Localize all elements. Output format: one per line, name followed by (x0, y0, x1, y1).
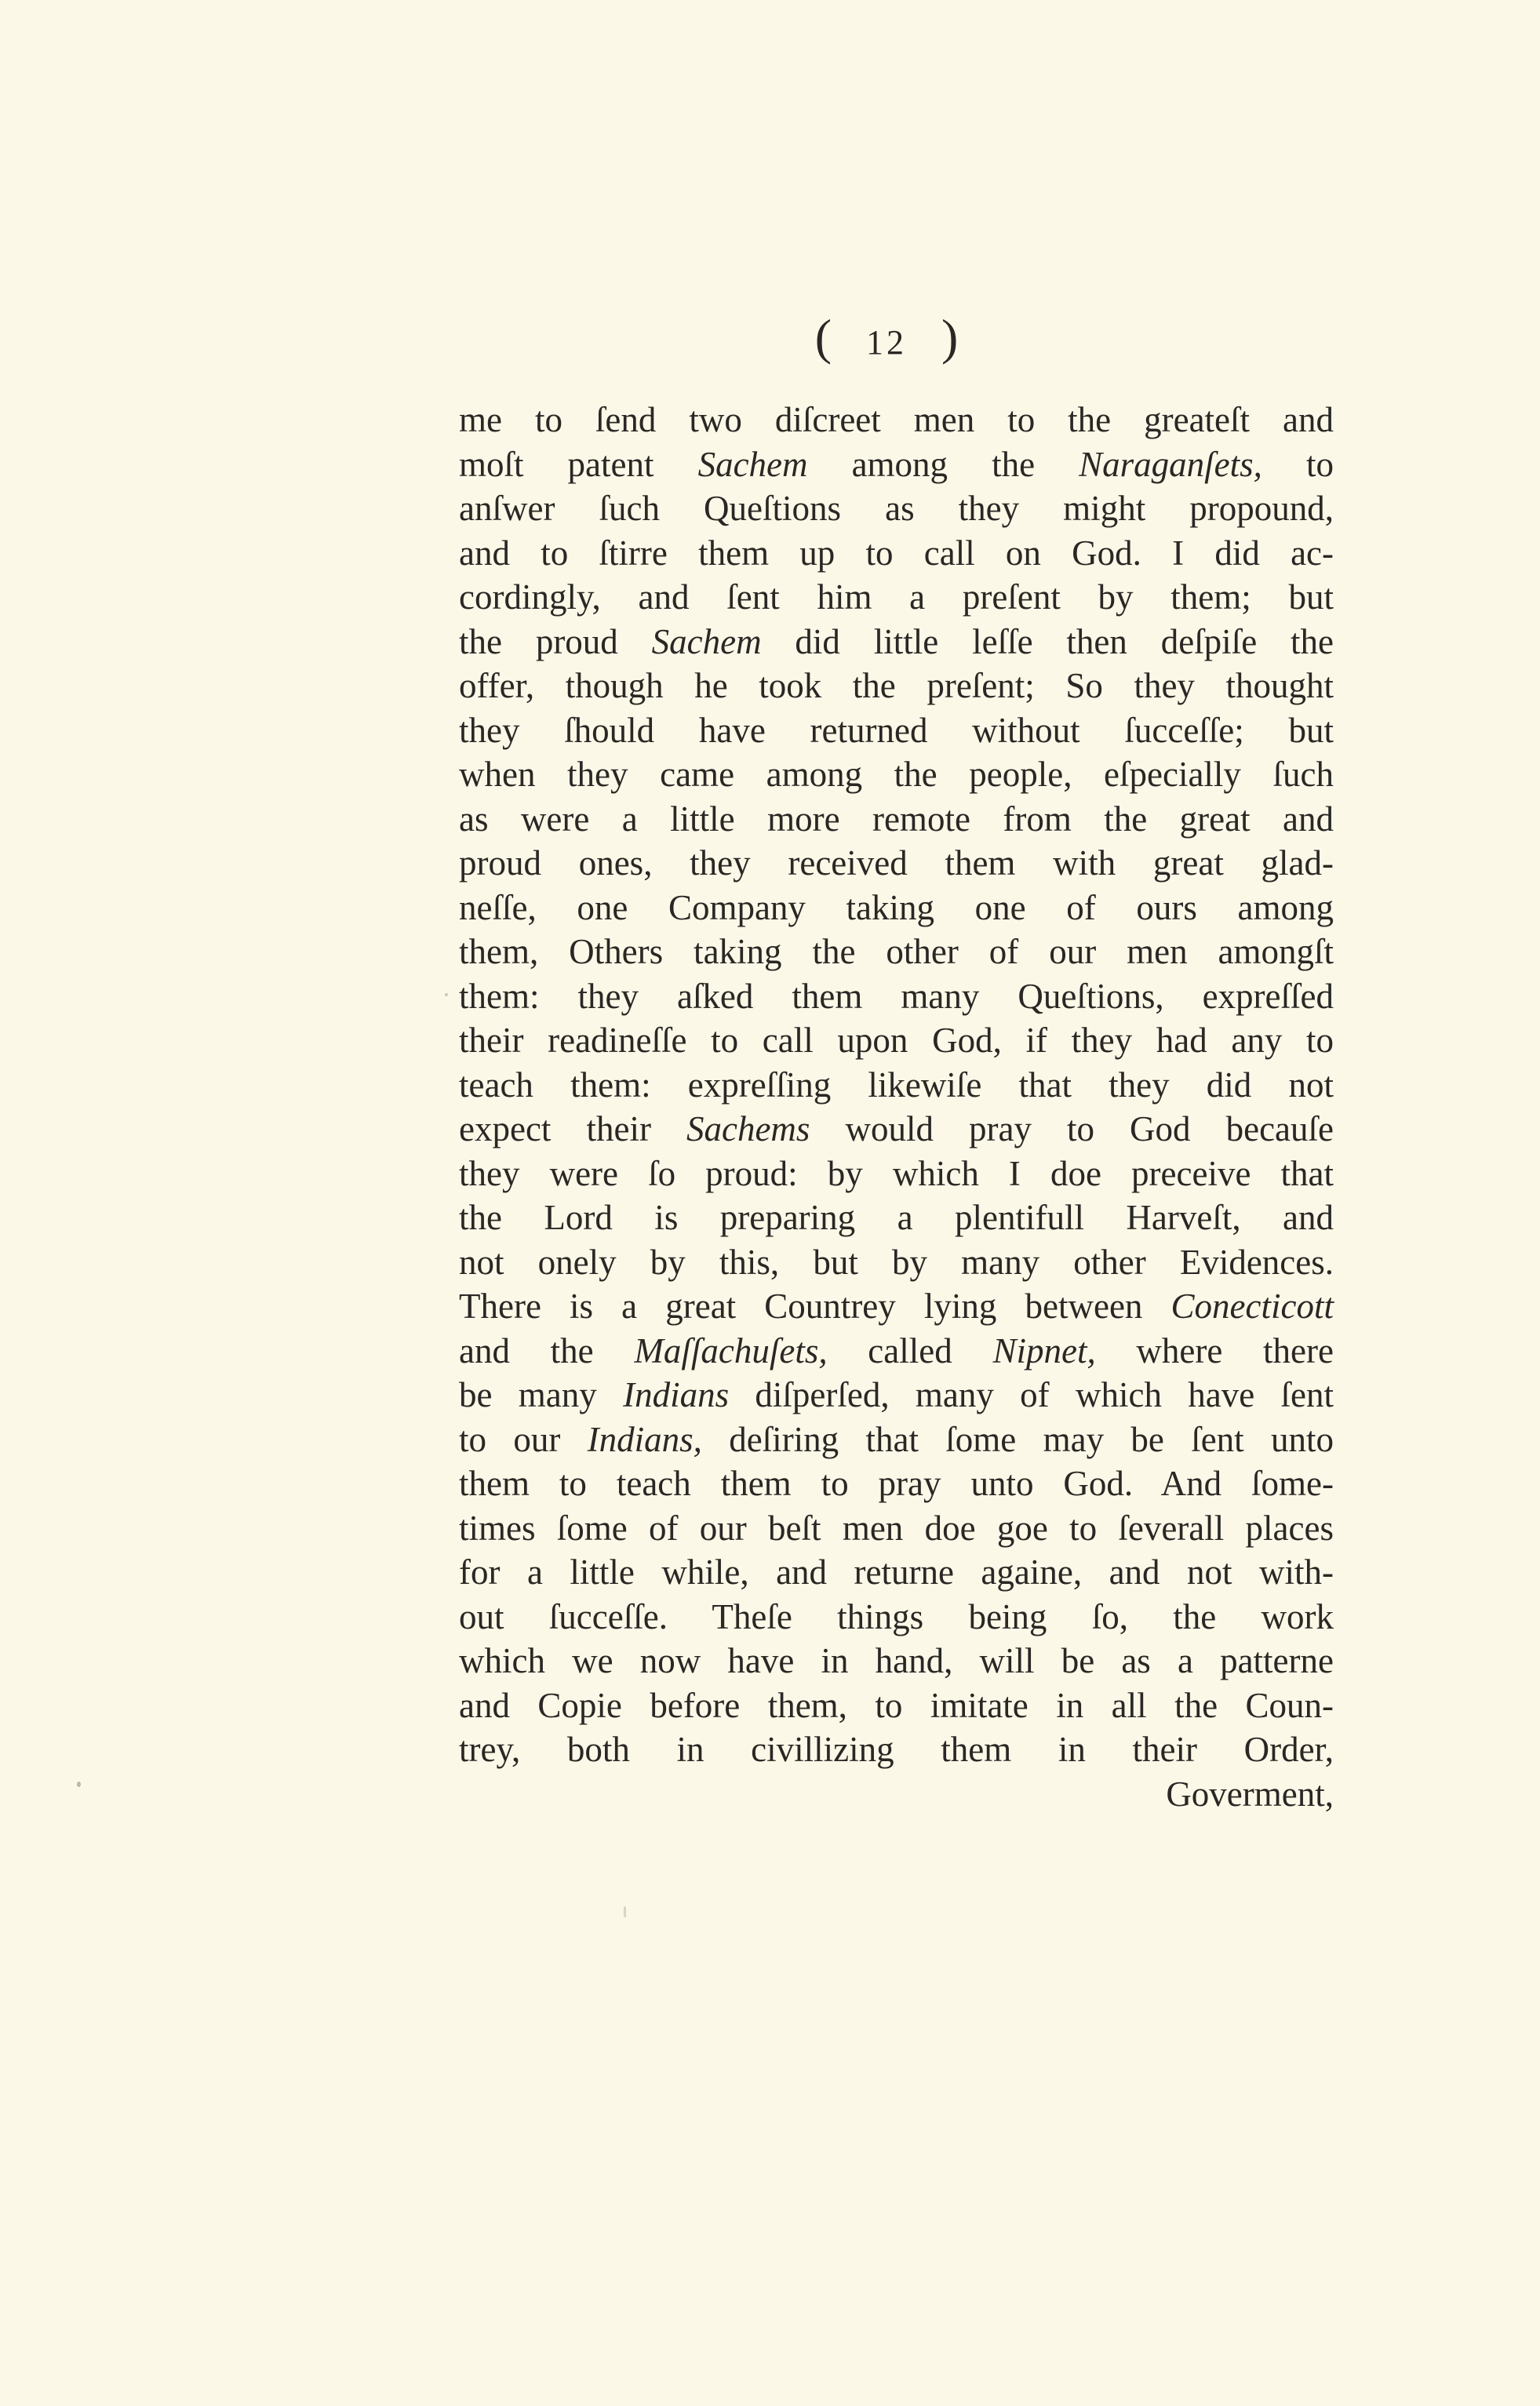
text-segment: they were ſo proud: by which I doe preceive that (459, 1153, 1334, 1193)
text-segment: There is a great Countrey lying between (459, 1287, 1171, 1326)
text-segment: did little leſſe then deſpiſe the (761, 621, 1334, 661)
text-segment: which we now have in hand, will be as a patterne (459, 1641, 1334, 1680)
text-segment: trey, both in civillizing them in their Order, (459, 1730, 1334, 1769)
text-line (459, 620, 1334, 664)
text-line (459, 1639, 1334, 1683)
italic-term: Naraganſets, (1079, 444, 1262, 484)
text-segment: as were a little more remote from the great and (459, 799, 1334, 839)
page-number: 12 (866, 323, 907, 362)
text-segment: the Lord is preparing a plentifull Harveſt, and (459, 1198, 1334, 1237)
text-line (459, 1461, 1334, 1506)
text-line (459, 1329, 1334, 1374)
text-segment: to (1261, 444, 1334, 484)
page-speck (77, 1782, 81, 1787)
text-segment: the proud (459, 621, 652, 661)
text-line (459, 1772, 1334, 1817)
text-segment: called (827, 1330, 993, 1370)
text-segment: when they came among the people, eſpecially ſuch (459, 755, 1334, 794)
italic-term: Nipnet, (992, 1330, 1096, 1370)
text-segment: be many (459, 1375, 624, 1414)
text-segment: to our (459, 1419, 588, 1459)
italic-term: Sachem (651, 621, 762, 661)
text-line (459, 442, 1334, 487)
text-line (459, 1550, 1334, 1595)
text-segment: them to teach them to pray unto God. And ſome- (459, 1464, 1334, 1503)
text-segment: moſt patent (459, 444, 698, 484)
text-segment: and to ſtirre them up to call on God. I did ac- (459, 533, 1334, 573)
text-segment: anſwer ſuch Queſtions as they might propound, (459, 489, 1334, 528)
text-segment: teach them: expreſſing likewiſe that they did not (459, 1065, 1334, 1105)
text-segment: diſperſed, many of which have ſent (729, 1375, 1334, 1414)
text-segment: they ſhould have returned without ſucceſſe; but (459, 710, 1334, 750)
text-line (459, 1506, 1334, 1551)
body-text (459, 398, 1334, 1816)
page-number-header (785, 310, 988, 370)
text-segment: me to ſend two diſcreet men to the greateſt and (459, 400, 1334, 439)
text-line (459, 930, 1334, 974)
text-line (459, 797, 1334, 842)
text-segment: and the (459, 1330, 635, 1370)
page-speck (624, 1906, 626, 1917)
open-parenthesis: ( (814, 309, 832, 365)
text-line (459, 1063, 1334, 1108)
text-line (459, 1284, 1334, 1329)
text-line (459, 398, 1334, 442)
text-line (459, 664, 1334, 708)
text-segment: expect their (459, 1109, 686, 1148)
text-segment: Goverment, (1166, 1774, 1334, 1814)
text-line (459, 708, 1334, 753)
text-segment: and Copie before them, to imitate in all the Coun- (459, 1685, 1334, 1725)
text-segment: offer, though he took the preſent; So they thought (459, 666, 1334, 705)
italic-term: Indians (623, 1375, 730, 1414)
text-segment: times ſome of our beſt men doe goe to ſeverall places (459, 1508, 1334, 1548)
text-line (459, 1240, 1334, 1285)
text-line (459, 886, 1334, 930)
text-segment: among the (807, 444, 1079, 484)
text-segment: neſſe, one Company taking one of ours among (459, 887, 1334, 927)
text-segment: where there (1095, 1330, 1334, 1370)
text-line (459, 531, 1334, 576)
text-line (459, 575, 1334, 620)
text-segment: them, Others taking the other of our men amongſt (459, 932, 1334, 971)
text-line (459, 1107, 1334, 1152)
close-parenthesis: ) (941, 309, 959, 365)
text-line (459, 974, 1334, 1019)
text-segment: proud ones, they received them with great glad- (459, 843, 1334, 883)
text-line (459, 1595, 1334, 1640)
text-line (459, 752, 1334, 797)
text-line (459, 841, 1334, 886)
text-line (459, 1727, 1334, 1772)
text-segment: for a little while, and returne againe, and not with- (459, 1552, 1334, 1592)
text-segment: their readineſſe to call upon God, if they had any to (459, 1021, 1334, 1060)
text-line (459, 1196, 1334, 1240)
text-segment: not onely by this, but by many other Evidences. (459, 1242, 1334, 1282)
page-speck (445, 993, 448, 996)
text-line (459, 486, 1334, 531)
text-segment: cordingly, and ſent him a preſent by them; but (459, 577, 1334, 617)
text-segment: would pray to God becauſe (810, 1109, 1334, 1148)
italic-term: Conecticott (1170, 1287, 1334, 1326)
text-line (459, 1683, 1334, 1728)
italic-term: Sachems (686, 1109, 810, 1148)
text-segment: deſiring that ſome may be ſent unto (701, 1419, 1334, 1459)
text-line (459, 1018, 1334, 1063)
text-segment: out ſucceſſe. Theſe things being ſo, the work (459, 1596, 1334, 1636)
italic-term: Sachem (697, 444, 808, 484)
italic-term: Indians, (587, 1419, 702, 1459)
text-line (459, 1152, 1334, 1196)
text-line (459, 1373, 1334, 1418)
italic-term: Maſſachuſets, (634, 1330, 828, 1370)
text-line (459, 1418, 1334, 1462)
text-segment: them: they aſked them many Queſtions, expreſſed (459, 976, 1334, 1016)
